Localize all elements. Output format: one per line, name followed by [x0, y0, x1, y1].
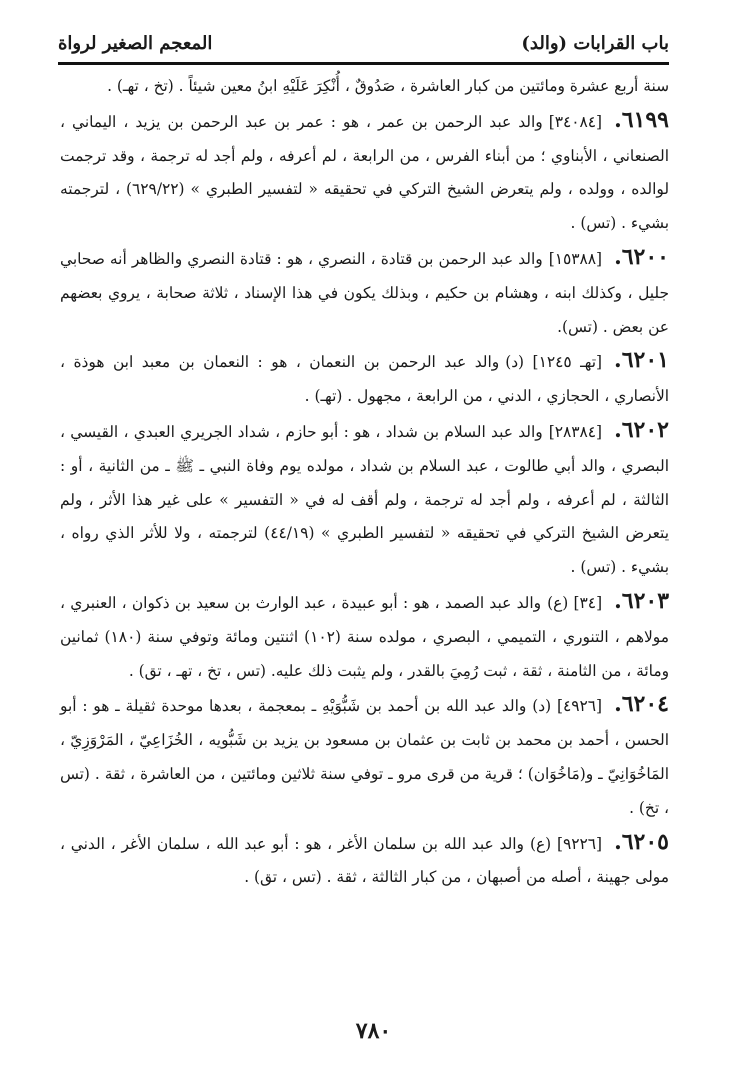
entry-reference: [٢٨٣٨٤]: [548, 422, 603, 441]
entry-number: ٦٢٠٤.: [614, 691, 669, 718]
entry-reference: [٤٩٢٦] (د): [532, 697, 603, 716]
entry-reference: [٣٤] (ع): [547, 593, 603, 612]
entry-6202: [60, 414, 669, 585]
entry-number: ٦٢٠٢.: [614, 416, 669, 443]
entry-text: والد عبد الصمد ، هو : أبو عبيدة ، عبد الوارث بن سعيد بن ذكوان ، العنبري ، مولاهم ، التنوري ، التميمي ، البصري ، مولده سنة (١٠٢) اثنتين ومائة وتوفي سنة (١٨٠) ثمانين ومائة ، من الثامنة ، ثقة ، ثبت رُمِيَ بالقدر ، ولم يثبت ذلك عليه. (تس ، تخ ، تهـ ، تق) .: [60, 593, 669, 680]
entry-text: والد عبد الله بن أحمد بن شَبُّوَيْهِ ـ بمعجمة ، بعدها موحدة ثقيلة ـ هو : أبو الحسن ، أحمد بن محمد بن ثابت بن عثمان بن مسعود بن يزيد بن شَبُّويه ، الخُزَاعِيّ ، المَرْوَزِيّ ، المَاخُوَانِيّ ـ و(مَاخُوَان) ؛ قرية من قرى مرو ـ توفي سنة ثلاثين ومائتين ، من العاشرة ، ثقة . (تس ، تخ) .: [60, 697, 669, 817]
running-header: [58, 30, 669, 56]
continuation-text: سنة أربع عشرة ومائتين من كبار العاشرة ، صَدُوقٌ ، أُنْكِرَ عَلَيْهِ ابنُ معين شيئاً . (تخ ، تهـ) .: [107, 77, 669, 95]
entry-6204: [60, 688, 669, 825]
book-title: المعجم الصغير لرواة: [58, 32, 213, 54]
entry-number: ٦٢٠١.: [614, 347, 669, 374]
header-rule: [58, 62, 669, 65]
entry-text: والد عبد الرحمن بن النعمان ، هو : النعمان بن معبد ابن هوذة ، الأنصاري ، الحجازي ، الدني ، من الرابعة ، مجهول . (تهـ) .: [60, 353, 669, 406]
entry-text: والد عبد الله بن سلمان الأغر ، هو : أبو عبد الله ، سلمان الأغر ، الدني ، مولى جهينة ، أصله من أصبهان ، من كبار الثالثة ، ثقة . (تس ، تق) .: [60, 834, 669, 887]
entry-number: ٦٢٠٣.: [614, 587, 670, 614]
entry-reference: [تهـ ١٢٤٥] (د): [505, 353, 603, 372]
entry-text: والد عبد السلام بن شداد ، هو : أبو حازم ، شداد الجريري العبدي ، القيسي ، البصري ، والد أبي طالوت ، عبد السلام بن شداد ، مولده يوم وفاة النبي ـ ﷺ ـ من الثانية ، أو : الثالثة ، لم أعرفه ، ولم أجد له ترجمة ، ولم أقف له في « التفسير » على غير هذا الأثر ، ولم يتعرض الشيخ التركي في تحقيقه « لتفسير الطبري » (٤٤/١٩) لترجمته ، ولا للأثر الذي رواه ، بشيء . (تس) .: [60, 422, 669, 577]
entry-text: والد عبد الرحمن بن عمر ، هو : عمر بن عبد الرحمن بن يزيد ، اليماني ، الصنعاني ، الأبناوي ؛ من أبناء الفرس ، من الرابعة ، لم أعرفه ، ولم أجد له ترجمة ، وقد ترجمت لوالده ، وولده ، ولم يتعرض الشيخ التركي في تحقيقه « لتفسير الطبري » (٦٢٩/٢٢) ، لترجمته بشيء . (تس) .: [60, 112, 670, 233]
entry-number: ٦١٩٩.: [614, 106, 669, 133]
entry-6200: [60, 241, 669, 344]
entry-number: ٦٢٠٥.: [614, 828, 669, 855]
entry-number: ٦٢٠٠.: [614, 243, 669, 270]
entry-reference: [١٥٣٨٨]: [548, 249, 603, 268]
page-number: ٧٨٠: [355, 1018, 392, 1044]
entry-text: والد عبد الرحمن بن قتادة ، النصري ، هو : قتادة النصري والظاهر أنه صحابي جليل ، وكذلك ابنه ، وهشام بن حكيم ، وبذلك يكون في هذا الإسناد ، ثلاثة صحابة ، يروي بعضهم عن بعض . (تس).: [60, 249, 669, 336]
entry-6201: [60, 344, 669, 414]
entry-reference: [٣٤٠٨٤]: [548, 112, 603, 131]
entry-6205: [60, 826, 669, 896]
chapter-title: باب القرابات (والد): [521, 32, 669, 54]
entry-reference: [٩٢٢٦] (ع): [529, 834, 603, 853]
entry-6199: [60, 104, 669, 241]
page-body: [60, 70, 669, 895]
entry-6203: [60, 585, 669, 688]
